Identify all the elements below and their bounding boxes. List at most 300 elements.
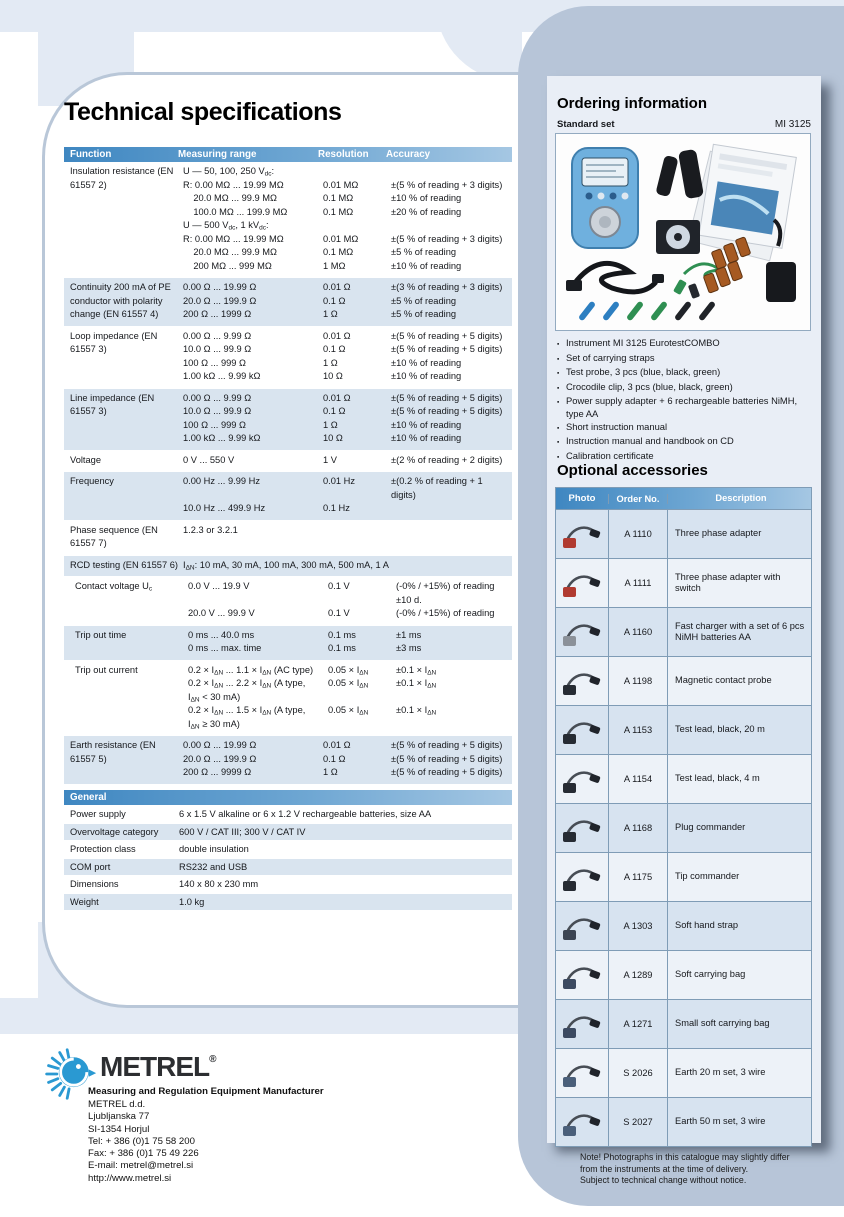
accessory-photo-cell xyxy=(556,1000,608,1048)
catalog-note xyxy=(580,1152,820,1187)
general-row xyxy=(64,875,512,893)
accessory-description-cell: Three phase adapter xyxy=(675,528,762,539)
general-value-cell: 1.0 kg xyxy=(179,896,205,907)
accessory-row xyxy=(556,1048,811,1097)
accessory-photo-icon xyxy=(561,761,603,797)
spec-range-cell: 10.0 Hz ... 499.9 Hz xyxy=(183,503,266,513)
spec-accuracy-cell: ±1 ms xyxy=(396,629,422,640)
accessory-order-cell: A 1154 xyxy=(608,755,668,803)
spec-col-header: Measuring range xyxy=(178,149,257,160)
spec-resolution-cell: 1 Ω xyxy=(323,357,338,368)
general-table xyxy=(64,790,512,910)
address-line: Fax: + 386 (0)1 75 49 226 xyxy=(88,1148,199,1160)
address-line: Tel: + 386 (0)1 75 58 200 xyxy=(88,1135,195,1147)
spec-table-header xyxy=(64,147,512,162)
general-row xyxy=(64,858,512,876)
spec-range-cell: 0.00 Ω ... 9.99 Ω xyxy=(183,330,252,341)
accessory-description-cell: Soft hand strap xyxy=(675,920,739,931)
accessory-order-cell: A 1160 xyxy=(608,608,668,656)
accessory-photo-icon xyxy=(561,663,603,699)
spec-accuracy-cell: ±10 % of reading xyxy=(391,433,462,443)
spec-row xyxy=(64,326,512,388)
spec-resolution-cell: 0.01 Ω xyxy=(323,392,351,403)
spec-range-cell: 200 Ω ... 9999 Ω xyxy=(183,767,252,777)
spec-line xyxy=(187,607,512,621)
standard-set-item-text: Instruction manual and handbook on CD xyxy=(566,435,734,447)
spec-function-cell: Voltage xyxy=(70,454,102,465)
spec-resolution-cell: 0.01 Ω xyxy=(323,330,351,341)
spec-accuracy-cell: $\pm 0.1 \times I_{\Delta N}$ xyxy=(396,705,437,717)
spec-range-cell: R: 0.00 MΩ ... 19.99 MΩ xyxy=(183,233,284,244)
general-table-title-label: General xyxy=(70,792,107,803)
spec-accuracy-cell: ±(5 % of reading + 3 digits) xyxy=(391,233,503,244)
spec-resolution-cell: 1 Ω xyxy=(323,309,338,319)
spec-range-cell: 10.0 Ω ... 99.9 Ω xyxy=(183,406,252,416)
spec-function-cell: Loop impedance (EN 61557 3) xyxy=(70,330,158,354)
spec-resolution-cell: 0.1 ms xyxy=(328,629,356,640)
accessory-photo-icon xyxy=(561,1055,603,1091)
bullet-icon: ▪ xyxy=(557,355,560,363)
spec-range-cell: $0.2 \times I_{\Delta N}$ ... $2.2 \times I_{\Delta N}$ (A type, xyxy=(188,678,306,690)
spec-range-cell: $I_{\Delta N} < 30$ mA) xyxy=(188,691,241,703)
standard-set-item-text: Short instruction manual xyxy=(566,420,668,432)
spec-resolution-cell: 1 V xyxy=(323,454,337,465)
spec-accuracy-cell: ±(2 % of reading + 2 digits) xyxy=(391,454,503,465)
spec-accuracy-cell: ±10 % of reading xyxy=(391,357,462,368)
spec-accuracy-cell: ±10 % of reading xyxy=(391,260,462,271)
accessory-photo-icon xyxy=(561,712,603,748)
spec-accuracy-cell: ±5 % of reading xyxy=(391,295,457,306)
spec-resolution-cell: 10 Ω xyxy=(323,371,343,381)
spec-range-cell: 100 Ω ... 999 Ω xyxy=(183,419,247,430)
spec-line xyxy=(182,419,512,433)
spec-col-header: Resolution xyxy=(318,149,369,160)
spec-range-cell: 0 ms ... max. time xyxy=(188,643,262,653)
spec-range-cell: R: 0.00 MΩ ... 19.99 MΩ xyxy=(183,179,284,190)
spec-row xyxy=(64,555,512,577)
spec-function-cell: Earth resistance (EN 61557 5) xyxy=(70,740,156,764)
spec-accuracy-cell: ±(5 % of reading + 5 digits) xyxy=(391,740,503,750)
accessory-row xyxy=(556,1097,811,1146)
standard-set-item-text: Test probe, 3 pcs (blue, black, green) xyxy=(566,366,721,378)
general-row xyxy=(64,840,512,858)
spec-row xyxy=(64,450,512,472)
spec-lines xyxy=(187,629,512,656)
spec-accuracy-cell: ±(5 % of reading + 5 digits) xyxy=(391,330,503,341)
bullet-icon: ▪ xyxy=(557,399,560,407)
spec-line xyxy=(182,405,512,419)
spec-line xyxy=(182,206,512,220)
spec-row xyxy=(64,471,512,520)
accessory-row xyxy=(556,509,811,558)
general-row xyxy=(64,805,512,823)
address-line: Ljubljanska 77 xyxy=(88,1111,150,1123)
address-line: METREL d.d. xyxy=(88,1099,146,1110)
brand-tagline: Measuring and Regulation Equipment Manufacturer xyxy=(88,1086,324,1097)
spec-line xyxy=(182,739,512,753)
spec-line xyxy=(187,704,512,718)
spec-line xyxy=(182,524,512,538)
spec-function-cell: Frequency xyxy=(70,476,114,486)
spec-range-cell: 1.2.3 or 3.2.1 xyxy=(183,524,238,535)
standard-set-label: Standard set xyxy=(557,119,615,130)
spec-resolution-cell: 0.01 Hz xyxy=(323,476,356,486)
accessories-table-body xyxy=(556,509,811,1146)
accessory-photo-icon xyxy=(561,565,603,601)
standard-set-list xyxy=(557,337,809,464)
general-label-cell: Dimensions xyxy=(70,879,119,890)
accessory-row xyxy=(556,754,811,803)
general-label-cell: Protection class xyxy=(70,844,136,855)
spec-range-cell: $0.2 \times I_{\Delta N}$ ... $1.1 \times I_{\Delta N}$ (AC type) xyxy=(188,664,314,676)
spec-line xyxy=(182,260,512,274)
spec-resolution-cell: 0.1 Ω xyxy=(323,344,346,354)
address-line: SI-1354 Horjul xyxy=(88,1123,150,1135)
general-table-title xyxy=(64,790,512,805)
spec-col-header: Accuracy xyxy=(386,149,431,160)
spec-table xyxy=(64,147,512,784)
spec-row xyxy=(64,576,512,625)
brand-name xyxy=(100,1051,216,1083)
accessory-photo-cell xyxy=(556,755,608,803)
accessory-photo-icon xyxy=(561,614,603,650)
note-line: Note! Photographs in this catalogue may slightly differ xyxy=(580,1152,790,1162)
spec-lines xyxy=(182,392,512,446)
note-line: Subject to technical change without notice. xyxy=(580,1175,747,1186)
spec-line xyxy=(182,343,512,357)
general-label-cell: COM port xyxy=(70,861,111,872)
spec-range-cell: $I_{\Delta N} \ge 30$ mA) xyxy=(188,718,240,730)
general-value-cell: double insulation xyxy=(179,844,249,855)
spec-function-cell: Phase sequence (EN 61557 7) xyxy=(70,524,158,548)
general-label-cell: Power supply xyxy=(70,809,126,820)
spec-lines xyxy=(182,475,512,516)
spec-accuracy-cell: ±10 % of reading xyxy=(391,371,462,381)
general-value-cell: RS232 and USB xyxy=(179,861,248,872)
spec-line xyxy=(182,246,512,260)
spec-line xyxy=(187,629,512,643)
registered-mark: ® xyxy=(209,1054,217,1065)
accessory-photo-cell xyxy=(556,657,608,705)
accessory-order-cell: A 1198 xyxy=(608,657,668,705)
spec-accuracy-cell: ±(0.2 % of reading + 1 digits) xyxy=(391,476,483,500)
spec-line xyxy=(187,677,512,691)
spec-accuracy-cell: ±(5 % of reading + 5 digits) xyxy=(391,406,503,416)
spec-accuracy-cell: ±5 % of reading xyxy=(391,247,457,257)
spec-line xyxy=(182,432,512,446)
spec-function-cell: Insulation resistance (EN 61557 2) xyxy=(70,166,174,190)
general-row xyxy=(64,823,512,841)
accessory-photo-cell xyxy=(556,559,608,607)
top-right-wedge-decoration xyxy=(436,0,522,82)
accessory-photo-icon xyxy=(561,1104,603,1140)
spec-lines xyxy=(182,739,512,780)
standard-set-photo-illustration xyxy=(556,134,810,330)
accessory-photo-cell xyxy=(556,1049,608,1097)
general-label-cell: Overvoltage category xyxy=(70,826,159,837)
spec-resolution-cell: 0.1 ms xyxy=(328,643,356,653)
accessory-description-cell: Small soft carrying bag xyxy=(675,1018,770,1029)
accessory-row xyxy=(556,558,811,607)
spec-resolution-cell: 1 MΩ xyxy=(323,260,346,271)
spec-lines xyxy=(182,454,512,468)
standard-set-item xyxy=(557,421,809,436)
accessory-row xyxy=(556,950,811,999)
accessory-photo-icon xyxy=(561,516,603,552)
accessory-photo-icon xyxy=(561,908,603,944)
spec-resolution-cell: 0.1 Ω xyxy=(323,406,346,416)
spec-row xyxy=(64,735,512,784)
spec-resolution-cell: 10 Ω xyxy=(323,433,343,443)
spec-range-cell: 10.0 Ω ... 99.9 Ω xyxy=(183,344,252,354)
email-link[interactable]: E-mail: metrel@metrel.si xyxy=(88,1160,194,1172)
spec-line xyxy=(182,357,512,371)
brand-text: METREL xyxy=(100,1051,210,1082)
standard-set-row xyxy=(557,119,811,130)
spec-row xyxy=(64,660,512,736)
accessories-table xyxy=(555,487,812,1147)
spec-row xyxy=(64,520,512,555)
accessory-order-cell: A 1168 xyxy=(608,804,668,852)
spec-accuracy-cell: $\pm 0.1 \times I_{\Delta N}$ xyxy=(396,678,437,690)
ordering-heading: Ordering information xyxy=(557,95,707,112)
spec-line xyxy=(182,502,512,516)
spec-line xyxy=(182,179,512,193)
website-link[interactable]: http://www.metrel.si xyxy=(88,1172,172,1184)
general-value-cell: 140 x 80 x 230 mm xyxy=(179,879,259,890)
general-label-cell: Weight xyxy=(70,896,99,907)
spec-range-cell: $0.2 \times I_{\Delta N}$ ... $1.5 \times I_{\Delta N}$ (A type, xyxy=(188,705,306,717)
spec-lines xyxy=(187,664,512,732)
standard-set-item xyxy=(557,381,809,396)
spec-lines xyxy=(182,330,512,384)
accessory-row xyxy=(556,999,811,1048)
bullet-icon: ▪ xyxy=(557,424,560,432)
spec-resolution-cell: 0.1 V xyxy=(328,608,350,618)
accessory-order-cell: A 1303 xyxy=(608,902,668,950)
accessory-photo-cell xyxy=(556,608,608,656)
spec-resolution-cell: 0.01 Ω xyxy=(323,740,351,750)
spec-resolution-cell: 0.1 Ω xyxy=(323,295,346,306)
spec-range-cell: 200 MΩ ... 999 MΩ xyxy=(183,260,272,271)
spec-line xyxy=(182,219,512,233)
spec-lines xyxy=(182,524,512,551)
spec-range-cell: 0.0 V ... 19.9 V xyxy=(188,581,250,591)
spec-line xyxy=(187,664,512,678)
accessory-order-cell: A 1271 xyxy=(608,1000,668,1048)
accessory-description-cell: Earth 20 m set, 3 wire xyxy=(675,1067,766,1078)
accessory-order-cell: A 1175 xyxy=(608,853,668,901)
spec-resolution-cell: $0.05 \times I_{\Delta N}$ xyxy=(328,678,369,690)
spec-range-cell: 20.0 Ω ... 199.9 Ω xyxy=(183,295,257,306)
spec-accuracy-cell: ±20 % of reading xyxy=(391,206,462,217)
bullet-icon: ▪ xyxy=(557,341,560,348)
spec-line xyxy=(187,580,512,607)
accessory-order-cell: A 1153 xyxy=(608,706,668,754)
accessory-description-cell: Fast charger with a set of 6 pcs NiMH batteries AA xyxy=(675,620,805,642)
standard-set-item-text: Instrument MI 3125 EurotestCOMBO xyxy=(566,337,720,348)
spec-lines xyxy=(182,559,512,573)
spec-line xyxy=(182,559,512,573)
spec-col-header: Function xyxy=(70,149,112,160)
general-value-cell: 6 x 1.5 V alkaline or 6 x 1.2 V rechargeable batteries, size AA xyxy=(179,809,432,820)
accessory-description-cell: Tip commander xyxy=(675,871,740,882)
bullet-icon: ▪ xyxy=(557,453,560,461)
accessory-photo-icon xyxy=(561,1006,603,1042)
spec-range-cell: 20.0 MΩ ... 99.9 MΩ xyxy=(183,247,277,257)
accessory-description-cell: Plug commander xyxy=(675,822,746,833)
spec-function-cell: Contact voltage $U_c$ xyxy=(75,581,153,593)
spec-resolution-cell: 0.01 Ω xyxy=(323,282,351,292)
spec-line xyxy=(182,753,512,767)
spec-function-cell: Trip out current xyxy=(75,664,138,675)
spec-line xyxy=(182,295,512,309)
accessory-description-cell: Three phase adapter with switch xyxy=(675,571,781,593)
spec-resolution-cell: 0.1 Ω xyxy=(323,753,346,764)
accessory-photo-cell xyxy=(556,1098,608,1146)
address-block xyxy=(88,1099,199,1185)
spec-resolution-cell: 0.1 V xyxy=(328,581,350,591)
accessory-order-cell: A 1110 xyxy=(608,510,668,558)
note-line: from the instruments at the time of delivery. xyxy=(580,1163,749,1174)
spec-range-cell: 1.00 kΩ ... 9.99 kΩ xyxy=(183,371,261,381)
accessory-row xyxy=(556,656,811,705)
accessory-description-cell: Soft carrying bag xyxy=(675,969,746,980)
spec-accuracy-cell: ±10 % of reading xyxy=(391,419,462,430)
spec-lines xyxy=(182,281,512,322)
accessories-col-header: Description xyxy=(715,492,767,503)
spec-line xyxy=(182,370,512,384)
model-number: MI 3125 xyxy=(774,119,811,130)
spec-range-cell: 1.00 kΩ ... 9.99 kΩ xyxy=(183,433,261,443)
standard-set-item xyxy=(557,395,809,420)
spec-row xyxy=(64,162,512,277)
accessory-description-cell: Test lead, black, 20 m xyxy=(675,724,765,735)
spec-function-cell: RCD testing (EN 61557 6) xyxy=(70,559,178,570)
spec-line xyxy=(187,691,512,705)
spec-range-cell: 0 ms ... 40.0 ms xyxy=(188,629,255,640)
spec-range-cell: 100 Ω ... 999 Ω xyxy=(183,357,247,368)
accessory-description-cell: Magnetic contact probe xyxy=(675,675,772,686)
accessories-heading: Optional accessories xyxy=(557,462,708,479)
accessories-table-header xyxy=(556,488,811,509)
spec-line xyxy=(182,192,512,206)
spec-accuracy-cell: ±(5 % of reading + 5 digits) xyxy=(391,753,503,764)
spec-table-body xyxy=(64,162,512,784)
spec-resolution-cell: 1 Ω xyxy=(323,767,338,777)
spec-range-cell: $I_{\Delta N}$: 10 mA, 30 mA, 100 mA, 300 mA, 500 mA, 1 A xyxy=(183,559,389,571)
spec-resolution-cell: $0.05 \times I_{\Delta N}$ xyxy=(328,664,369,676)
spec-resolution-cell: 0.1 MΩ xyxy=(323,247,354,257)
spec-function-cell: Trip out time xyxy=(75,629,127,640)
spec-accuracy-cell: (-0% / +15%) of reading xyxy=(396,608,495,618)
standard-set-item-text: Power supply adapter + 6 rechargeable batteries NiMH, type AA xyxy=(566,395,798,419)
spec-accuracy-cell: ±5 % of reading xyxy=(391,309,457,319)
spec-line xyxy=(182,392,512,406)
spec-range-cell: 0 V ... 550 V xyxy=(183,454,235,465)
spec-line xyxy=(182,454,512,468)
spec-resolution-cell: 0.01 MΩ xyxy=(323,179,359,190)
standard-set-item-text: Crocodile clip, 3 pcs (blue, black, green) xyxy=(566,380,733,392)
spec-row xyxy=(64,277,512,326)
accessory-order-cell: S 2027 xyxy=(608,1098,668,1146)
spec-line xyxy=(182,233,512,247)
spec-accuracy-cell xyxy=(391,502,512,516)
spec-row xyxy=(64,388,512,450)
accessory-row xyxy=(556,901,811,950)
spec-range-cell: 0.00 Ω ... 9.99 Ω xyxy=(183,392,252,403)
spec-range-cell: 200 Ω ... 1999 Ω xyxy=(183,309,252,319)
spec-range-cell: 0.00 Ω ... 19.99 Ω xyxy=(183,740,257,750)
general-row xyxy=(64,893,512,911)
spec-resolution-cell: 1 Ω xyxy=(323,419,338,430)
spec-resolution-cell: 0.1 MΩ xyxy=(323,193,354,203)
bullet-icon: ▪ xyxy=(557,384,560,392)
spec-accuracy-cell: $\pm 0.1 \times I_{\Delta N}$ xyxy=(396,664,437,676)
spec-line xyxy=(182,475,512,502)
accessory-row xyxy=(556,607,811,656)
spec-accuracy-cell: ±3 ms xyxy=(396,643,422,653)
spec-resolution-cell: 0.01 MΩ xyxy=(323,233,359,244)
standard-set-item xyxy=(557,337,809,352)
spec-line xyxy=(187,642,512,656)
standard-set-photo xyxy=(555,133,811,331)
spec-lines xyxy=(187,580,512,621)
spec-line xyxy=(182,281,512,295)
accessory-order-cell: S 2026 xyxy=(608,1049,668,1097)
standard-set-item xyxy=(557,352,809,367)
accessory-row xyxy=(556,705,811,754)
spec-lines xyxy=(182,165,512,273)
spec-line xyxy=(182,308,512,322)
standard-set-item-text: Calibration certificate xyxy=(566,449,654,461)
accessory-row xyxy=(556,852,811,901)
accessory-order-cell: A 1289 xyxy=(608,951,668,999)
accessory-photo-icon xyxy=(561,859,603,895)
spec-accuracy-cell: ±(3 % of reading + 3 digits) xyxy=(391,282,503,292)
spec-range-cell: U — 500 $V_{dc}$, 1 $kV_{dc}$: xyxy=(183,220,269,232)
spec-line xyxy=(187,718,512,732)
standard-set-item-text: Set of carrying straps xyxy=(566,351,655,363)
spec-accuracy-cell: ±(5 % of reading + 3 digits) xyxy=(391,179,503,190)
accessory-photo-cell xyxy=(556,902,608,950)
spec-line xyxy=(182,165,512,179)
accessory-description-cell: Earth 50 m set, 3 wire xyxy=(675,1116,766,1127)
accessory-photo-cell xyxy=(556,853,608,901)
standard-set-item xyxy=(557,366,809,381)
accessories-col-header: Order No. xyxy=(608,494,668,504)
accessory-photo-icon xyxy=(561,957,603,993)
accessory-photo-icon xyxy=(561,810,603,846)
spec-range-cell: 0.00 Hz ... 9.99 Hz xyxy=(183,476,260,486)
spec-line xyxy=(182,330,512,344)
spec-accuracy-cell: ±(5 % of reading + 5 digits) xyxy=(391,767,503,777)
spec-function-cell: Continuity 200 mA of PE conductor with polarity change (EN 61557 4) xyxy=(70,282,171,319)
spec-line xyxy=(182,766,512,780)
accessory-photo-cell xyxy=(556,510,608,558)
spec-range-cell: 20.0 MΩ ... 99.9 MΩ xyxy=(183,193,277,203)
spec-range-cell: 20.0 V ... 99.9 V xyxy=(188,608,255,618)
spec-resolution-cell: 0.1 Hz xyxy=(323,503,350,513)
accessory-photo-cell xyxy=(556,706,608,754)
spec-accuracy-cell: ±10 % of reading xyxy=(391,193,462,203)
general-value-cell: 600 V / CAT III; 300 V / CAT IV xyxy=(179,826,306,837)
spec-accuracy-cell: (-0% / +15%) of reading ±10 d. xyxy=(396,581,495,605)
accessory-photo-cell xyxy=(556,804,608,852)
spec-accuracy-cell: ±(5 % of reading + 5 digits) xyxy=(391,392,503,403)
ordering-panel xyxy=(518,6,844,1206)
spec-resolution-cell: $0.05 \times I_{\Delta N}$ xyxy=(328,705,369,717)
